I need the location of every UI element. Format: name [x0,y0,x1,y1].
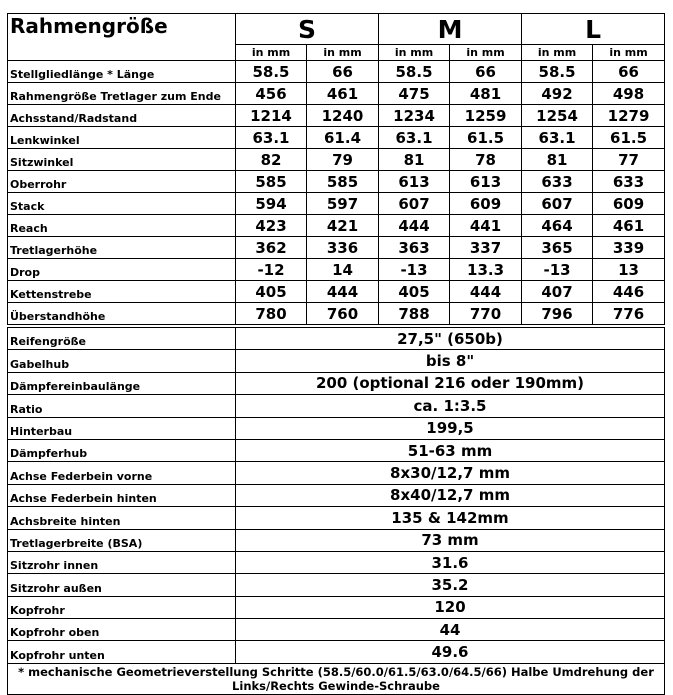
cell-value: 444 [450,281,522,303]
cell-value: 780 [236,303,307,325]
cell-value: 61.5 [593,127,665,149]
cell-value: 446 [593,281,665,303]
cell-value: 594 [236,193,307,215]
spec-label: Kopfrohr oben [8,619,236,641]
cell-value: 585 [307,171,379,193]
spec-value: 27,5" (650b) [236,328,665,350]
cell-value: 1234 [379,105,450,127]
table-row [8,439,665,461]
row-label: Lenkwinkel [8,127,236,149]
cell-value: 81 [379,149,450,171]
spec-label: Ratio [8,395,236,417]
cell-value: 1254 [522,105,593,127]
cell-value: 633 [522,171,593,193]
cell-value: 609 [593,193,665,215]
cell-value: 456 [236,83,307,105]
cell-value: 788 [379,303,450,325]
cell-value: 475 [379,83,450,105]
row-label: Achsstand/Radstand [8,105,236,127]
cell-value: 337 [450,237,522,259]
cell-value: 770 [450,303,522,325]
cell-value: 421 [307,215,379,237]
spec-label: Reifengröße [8,328,236,350]
spec-label: Kopfrohr [8,596,236,618]
unit-label: in mm [450,45,522,61]
spec-value: 31.6 [236,551,665,573]
table-row [8,281,665,303]
table-row [8,328,665,350]
table-row [8,350,665,372]
row-label: Tretlagerhöhe [8,237,236,259]
cell-value: 63.1 [236,127,307,149]
footnote: * mechanische Geometrieverstellung Schritte (58.5/60.0/61.5/63.0/64.5/66) Halbe Umdrehung der Links/Rechts Gewinde-Schraube [8,663,665,694]
cell-value: 492 [522,83,593,105]
cell-value: 1214 [236,105,307,127]
cell-value: 58.5 [379,61,450,83]
cell-value: 464 [522,215,593,237]
cell-value: 362 [236,237,307,259]
cell-value: 481 [450,83,522,105]
cell-value: 441 [450,215,522,237]
table-row [8,462,665,484]
row-label: Kettenstrebe [8,281,236,303]
geometry-table [7,13,665,325]
cell-value: 597 [307,193,379,215]
table-row [8,127,665,149]
table-row [8,551,665,573]
size-header-s: S [236,14,379,45]
cell-value: 365 [522,237,593,259]
table-row [8,61,665,83]
unit-label: in mm [522,45,593,61]
cell-value: 1279 [593,105,665,127]
table-row [8,596,665,618]
table-row [8,215,665,237]
spec-label: Achsbreite hinten [8,507,236,529]
table-row [8,395,665,417]
table-row [8,171,665,193]
table-row [8,417,665,439]
spec-label: Achse Federbein vorne [8,462,236,484]
cell-value: 63.1 [379,127,450,149]
unit-label: in mm [236,45,307,61]
cell-value: 63.1 [522,127,593,149]
spec-value: bis 8" [236,350,665,372]
spec-value: 8x30/12,7 mm [236,462,665,484]
cell-value: 58.5 [236,61,307,83]
spec-value: ca. 1:3.5 [236,395,665,417]
table-row [8,193,665,215]
row-label: Stellgliedlänge * Länge [8,61,236,83]
cell-value: 1240 [307,105,379,127]
table-row [8,529,665,551]
row-label: Stack [8,193,236,215]
size-header-l: L [522,14,665,45]
cell-value: 363 [379,237,450,259]
spec-value: 51-63 mm [236,439,665,461]
cell-value: 82 [236,149,307,171]
cell-value: 77 [593,149,665,171]
spec-value: 199,5 [236,417,665,439]
cell-value: 585 [236,171,307,193]
spec-label: Sitzrohr innen [8,551,236,573]
table-row [8,574,665,596]
table-row [8,237,665,259]
cell-value: 461 [307,83,379,105]
spec-value: 35.2 [236,574,665,596]
unit-label: in mm [593,45,665,61]
cell-value: 760 [307,303,379,325]
cell-value: -13 [379,259,450,281]
unit-label: in mm [307,45,379,61]
size-header-m: M [379,14,522,45]
spec-value: 8x40/12,7 mm [236,484,665,506]
cell-value: 66 [593,61,665,83]
table-row [8,372,665,394]
table-row [8,149,665,171]
cell-value: 609 [450,193,522,215]
spec-value: 73 mm [236,529,665,551]
row-label: Oberrohr [8,171,236,193]
cell-value: 14 [307,259,379,281]
row-label: Reach [8,215,236,237]
cell-value: 444 [307,281,379,303]
cell-value: 461 [593,215,665,237]
spec-value: 44 [236,619,665,641]
cell-value: 776 [593,303,665,325]
cell-value: 58.5 [522,61,593,83]
cell-value: 613 [379,171,450,193]
cell-value: 61.4 [307,127,379,149]
cell-value: 796 [522,303,593,325]
table-row [8,641,665,663]
spec-label: Sitzrohr außen [8,574,236,596]
cell-value: 613 [450,171,522,193]
cell-value: 633 [593,171,665,193]
cell-value: 66 [450,61,522,83]
cell-value: 607 [522,193,593,215]
spec-value: 49.6 [236,641,665,663]
cell-value: 66 [307,61,379,83]
table-row [8,83,665,105]
specs-table [7,327,665,695]
spec-label: Gabelhub [8,350,236,372]
cell-value: -12 [236,259,307,281]
cell-value: 81 [522,149,593,171]
row-label: Rahmengröße Tretlager zum Ende [8,83,236,105]
cell-value: 61.5 [450,127,522,149]
cell-value: 498 [593,83,665,105]
cell-value: 405 [236,281,307,303]
row-label: Sitzwinkel [8,149,236,171]
table-title: Rahmengröße [8,14,236,61]
spec-value: 120 [236,596,665,618]
spec-value: 135 & 142mm [236,507,665,529]
table-row [8,303,665,325]
cell-value: 339 [593,237,665,259]
spec-label: Tretlagerbreite (BSA) [8,529,236,551]
cell-value: 607 [379,193,450,215]
spec-value: 200 (optional 216 oder 190mm) [236,372,665,394]
row-label: Drop [8,259,236,281]
table-row [8,619,665,641]
table-row [8,484,665,506]
cell-value: 1259 [450,105,522,127]
spec-label: Achse Federbein hinten [8,484,236,506]
spec-label: Kopfrohr unten [8,641,236,663]
spec-label: Dämpfereinbaulänge [8,372,236,394]
unit-label: in mm [379,45,450,61]
cell-value: 407 [522,281,593,303]
spec-label: Dämpferhub [8,439,236,461]
cell-value: 423 [236,215,307,237]
cell-value: 79 [307,149,379,171]
table-row [8,507,665,529]
cell-value: 405 [379,281,450,303]
cell-value: 13 [593,259,665,281]
spec-label: Hinterbau [8,417,236,439]
row-label: Überstandhöhe [8,303,236,325]
cell-value: -13 [522,259,593,281]
cell-value: 13.3 [450,259,522,281]
cell-value: 336 [307,237,379,259]
table-row [8,259,665,281]
cell-value: 78 [450,149,522,171]
table-row [8,105,665,127]
cell-value: 444 [379,215,450,237]
